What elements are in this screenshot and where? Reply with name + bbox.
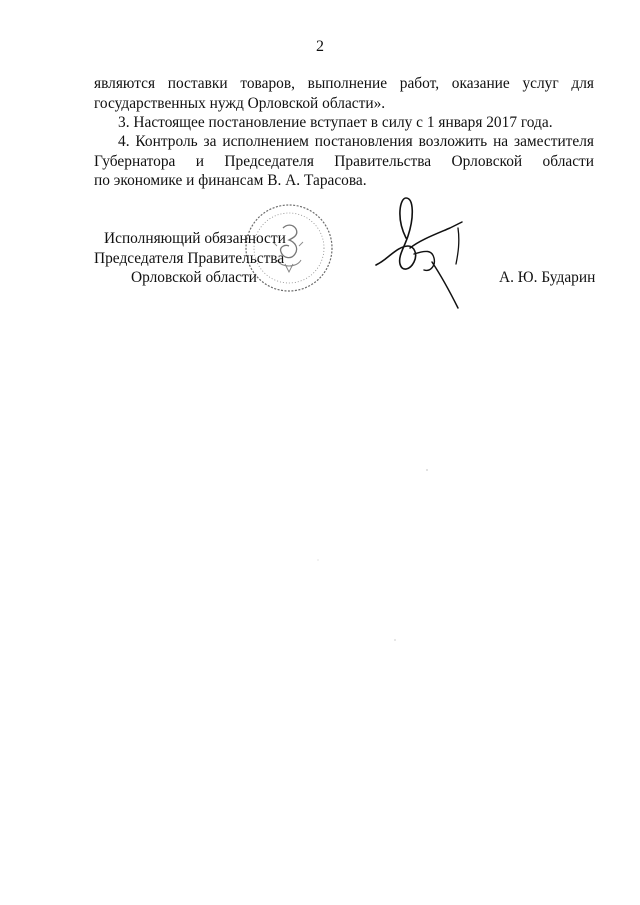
signature-position-line: Орловской области — [131, 269, 257, 286]
signer-name: А. Ю. Бударин — [499, 269, 596, 286]
paragraph-item-3 — [94, 113, 594, 133]
text-line: государственных нужд Орловской области». — [94, 94, 386, 112]
signature-position-line: Председателя Правительства — [94, 250, 285, 267]
text-line: 4. Контроль за исполнением постановления возложить на заместителя — [118, 133, 594, 150]
signature-position-line: Исполняющий обязанности — [104, 230, 286, 247]
handwritten-signature-icon — [374, 188, 470, 314]
page-number: 2 — [316, 38, 324, 55]
text-line: являются поставки товаров, выполнение работ, оказание услуг для — [94, 75, 594, 92]
text-line: 3. Настоящее постановление вступает в силу с 1 января 2017 года. — [118, 114, 553, 131]
text-line: Губернатора и Председателя Правительства Орловской области — [94, 152, 594, 170]
text-line: по экономике и финансам В. А. Тарасова. — [94, 172, 367, 189]
paragraph-continuation — [94, 74, 594, 113]
paragraph-item-4 — [94, 132, 594, 191]
